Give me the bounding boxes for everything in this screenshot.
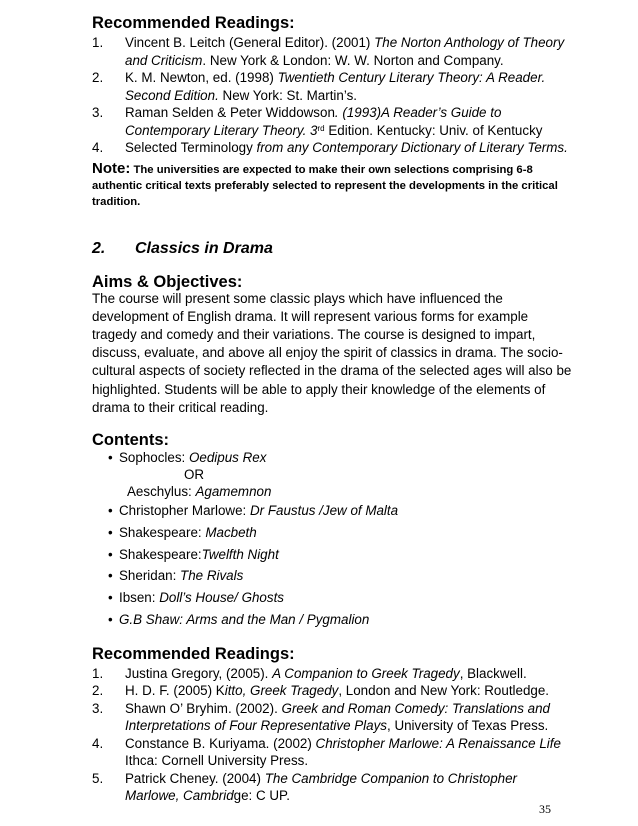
bullet-icon: • xyxy=(108,568,113,584)
reading-text: . New York & London: W. W. Norton and Company. xyxy=(202,52,504,68)
reading-text: Vincent B. Leitch (General Editor). (2001) xyxy=(125,35,375,50)
bullet-icon: • xyxy=(108,449,113,465)
reading-text: Shawn O’ Bryhim. (2002). xyxy=(125,700,282,716)
bullet-icon: • xyxy=(108,502,113,518)
reading-item-4 xyxy=(92,735,572,770)
item-number: 5. xyxy=(92,770,104,786)
item-number: 4. xyxy=(92,735,104,751)
reading-text: Raman Selden & Peter Widdowson xyxy=(125,105,335,120)
reading-text: , University of Texas Press. xyxy=(387,718,549,734)
ordinal-superscript: rd xyxy=(317,123,325,133)
item-number: 3. xyxy=(92,700,104,716)
reading-title: itto, Greek Tragedy xyxy=(224,683,339,699)
reading-text: K. M. Newton, ed. (1998) xyxy=(125,70,278,85)
reading-title: Greek and Roman Comedy: Translations and Interpretations of Four Representative Plays xyxy=(125,700,550,734)
contents-item-alt xyxy=(108,483,572,500)
reading-item-1 xyxy=(92,34,572,69)
item-number: 1. xyxy=(92,665,104,681)
bullet-icon: • xyxy=(108,524,113,540)
author: Shakespeare: xyxy=(119,524,206,540)
reading-text: Ithca: Cornell University Press. xyxy=(125,753,309,769)
reading-text: Selected Terminology xyxy=(125,140,257,155)
bullet-icon: • xyxy=(108,590,113,606)
section-title-text: Classics in Drama xyxy=(135,239,273,257)
work-title: The Rivals xyxy=(180,568,244,584)
work-title: Oedipus Rex xyxy=(188,449,267,465)
reading-title: The Cambridge Companion to Christopher Marlowe, Cambrid xyxy=(125,770,518,804)
note-label: Note: xyxy=(92,159,131,177)
reading-item-3 xyxy=(92,700,572,735)
section-number: 2. xyxy=(92,239,106,257)
reading-title: . (1993)A Reader’s Guide to Contemporary Literary Theory. 3 xyxy=(125,105,502,138)
author: Sheridan: xyxy=(119,568,181,584)
item-number: 2. xyxy=(92,70,104,85)
reading-title: Christopher Marlowe: A Renaissance Life xyxy=(315,735,561,751)
recommended-readings-list xyxy=(92,34,572,157)
bullet-icon: • xyxy=(108,546,113,562)
reading-title: from any Contemporary Dictionary of Literary Terms. xyxy=(256,140,568,155)
reading-text: Patrick Cheney. (2004) xyxy=(125,770,265,786)
item-number: 3. xyxy=(92,105,104,120)
note-text: The universities are expected to make their own selections comprising 6-8 authentic critical texts preferably selected to represent the developments in the critical tradition. xyxy=(92,163,558,208)
reading-text: , London and New York: Routledge. xyxy=(338,683,550,699)
aims-paragraph: The course will present some classic plays which have influenced the development of English drama. It will represent various forms for example tragedy and comedy and their variations. The course is designed to impart, discuss, evaluate, and above all enjoy the spirit of classics in drama. The socio-cultural aspects of society reflected in the drama of the selected ages will also be highlighted. Students will be able to apply their knowledge of the elements of drama to their critical reading. xyxy=(92,290,572,415)
reading-text: Edition. Kentucky: Univ. of Kentucky xyxy=(324,122,543,138)
reading-text: ge: C UP. xyxy=(233,788,290,804)
work-title: G.B Shaw: Arms and the Man / Pygmalion xyxy=(119,611,370,627)
reading-item-1 xyxy=(92,665,572,683)
contents-item xyxy=(108,544,572,566)
work-title: Macbeth xyxy=(205,524,257,540)
contents-heading: Contents: xyxy=(92,430,169,449)
reading-item-2 xyxy=(92,682,572,700)
author: Sophocles: xyxy=(119,449,189,465)
work-title: Doll’s House/ Ghosts xyxy=(159,590,284,606)
contents-or xyxy=(108,466,572,483)
reading-text: New York: St. Martin’s. xyxy=(222,87,357,103)
author: Shakespeare: xyxy=(119,546,202,562)
contents-item xyxy=(108,449,572,466)
item-number: 4. xyxy=(92,140,104,155)
reading-text: Justina Gregory, (2005). xyxy=(125,665,273,681)
section-title xyxy=(92,240,572,262)
reading-item-5 xyxy=(92,770,572,805)
reading-text: Constance B. Kuriyama. (2002) xyxy=(125,735,316,751)
contents-list xyxy=(108,449,572,631)
page-number: 35 xyxy=(539,802,551,816)
work-title: Twelfth Night xyxy=(201,546,279,562)
item-number: 1. xyxy=(92,35,104,50)
contents-item xyxy=(108,609,572,631)
reading-item-3 xyxy=(92,104,572,139)
contents-item xyxy=(108,500,572,522)
or-text: OR xyxy=(184,466,205,482)
reading-title: A Companion to Greek Tragedy xyxy=(272,665,460,681)
reading-item-2 xyxy=(92,69,572,104)
bullet-icon: • xyxy=(108,611,113,627)
aims-heading: Aims & Objectives: xyxy=(92,272,243,291)
author: Ibsen: xyxy=(119,590,160,606)
item-number: 2. xyxy=(92,683,104,699)
recommended-readings-heading-2: Recommended Readings: xyxy=(92,644,295,663)
page-content xyxy=(92,12,572,805)
work-title: Agamemnon xyxy=(195,483,272,499)
reading-title: The Norton Anthology of Theory and Criticism xyxy=(125,35,565,68)
contents-item xyxy=(108,587,572,609)
reading-text: H. D. F. (2005) K xyxy=(125,683,225,699)
reading-text: , Blackwell. xyxy=(459,665,527,681)
recommended-readings-list-2 xyxy=(92,665,572,805)
author: Christopher Marlowe: xyxy=(119,502,250,518)
contents-item xyxy=(108,565,572,587)
contents-item xyxy=(108,522,572,544)
work-title: Dr Faustus /Jew of Malta xyxy=(249,502,399,518)
note-paragraph xyxy=(92,161,572,210)
author: Aeschylus: xyxy=(127,483,196,499)
reading-item-4 xyxy=(92,139,572,157)
recommended-readings-heading: Recommended Readings: xyxy=(92,14,295,32)
reading-title: Twentieth Century Literary Theory: A Reader. Second Edition. xyxy=(125,70,546,103)
